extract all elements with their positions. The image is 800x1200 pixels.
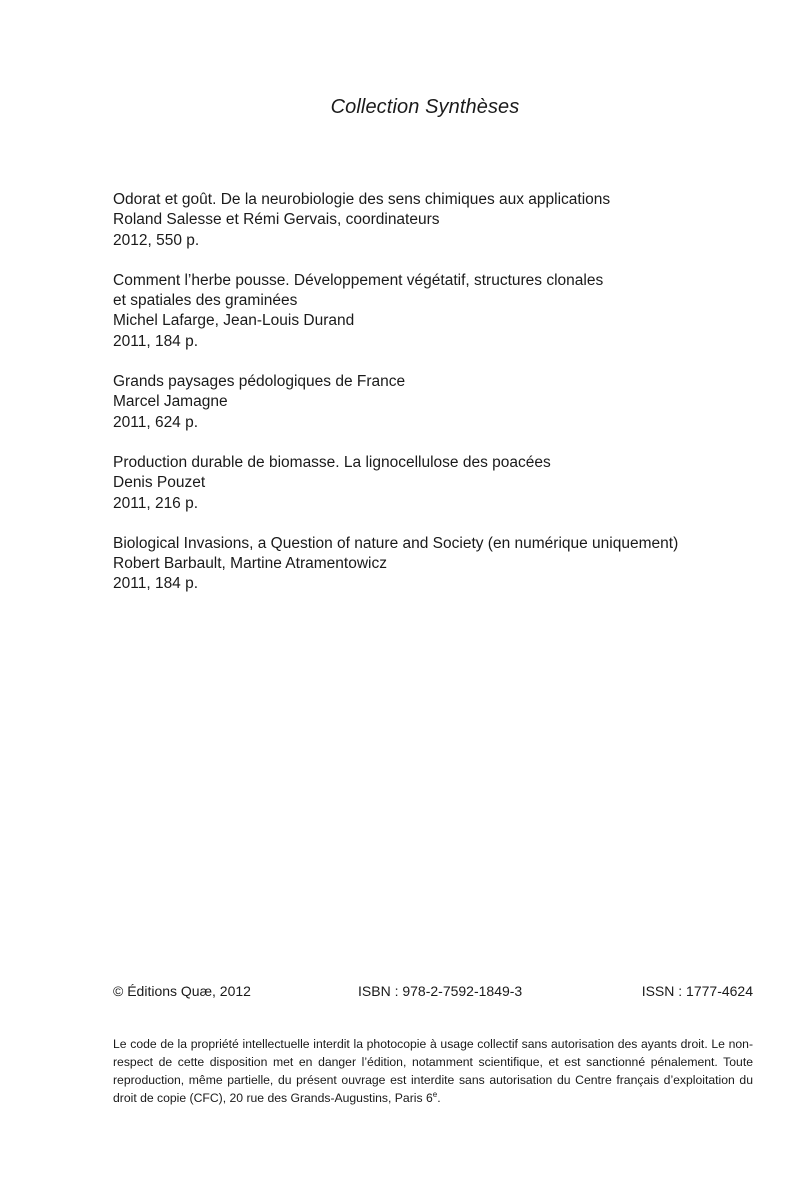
book-authors: Robert Barbault, Martine Atramentowicz — [113, 555, 387, 573]
book-authors: Roland Salesse et Rémi Gervais, coordinateurs — [113, 211, 440, 229]
legal-notice-text: Le code de la propriété intellectuelle interdit la photocopie à usage collectif sans autorisation des ayants droit. Le non-respect de cette disposition met en danger l’édition, notamment scientifique, et est sanctionné pénalement. Toute reproduction, même partielle, du présent ouvrage est interdite sans autorisation du Centre français d’exploitation du droit de copie (CFC), 20 rue des Grands-Augustins, Paris 6 — [113, 1037, 753, 1105]
book-authors: Michel Lafarge, Jean-Louis Durand — [113, 312, 355, 330]
book-publication: 2011, 624 p. — [113, 413, 199, 431]
book-entry — [113, 453, 753, 514]
book-title: Grands paysages pédologiques de France — [113, 373, 406, 391]
book-publication: 2012, 550 p. — [113, 231, 200, 249]
book-entry — [113, 271, 753, 352]
book-publication: 2011, 184 p. — [113, 575, 199, 593]
legal-notice-end: . — [437, 1091, 441, 1105]
isbn-number: ISBN : 978-2-7592-1849-3 — [358, 983, 523, 999]
book-title: Biological Invasions, a Question of nature and Society (en numérique uniquement) — [113, 534, 679, 552]
book-title: Comment l’herbe pousse. Développement végétatif, structures clonales — [113, 271, 604, 289]
book-title: Production durable de biomasse. La lignocellulose des poacées — [113, 453, 551, 471]
book-authors: Denis Pouzet — [113, 474, 206, 492]
book-entry — [113, 190, 753, 251]
book-authors: Marcel Jamagne — [113, 393, 228, 411]
book-entry — [113, 372, 753, 433]
copyright-notice: © Éditions Quæ, 2012 — [113, 983, 251, 999]
book-publication: 2011, 184 p. — [113, 332, 199, 350]
book-list — [113, 190, 753, 615]
legal-notice — [113, 1035, 753, 1107]
legal-notice-superscript: e — [432, 1089, 438, 1099]
issn-number: ISSN : 1777-4624 — [641, 983, 753, 999]
book-publication: 2011, 216 p. — [113, 494, 199, 512]
book-title: Odorat et goût. De la neurobiologie des sens chimiques aux applications — [113, 191, 611, 208]
book-title-continued: et spatiales des graminées — [113, 292, 298, 310]
collection-title: Collection Synthèses — [330, 96, 520, 118]
book-entry — [113, 534, 753, 595]
